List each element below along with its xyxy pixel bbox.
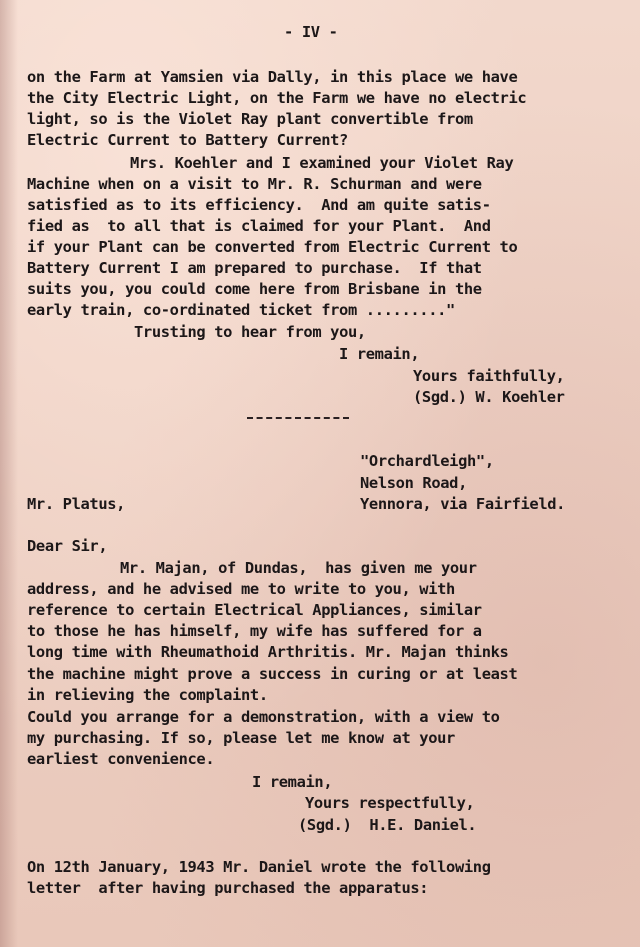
- letter2-address-line: Nelson Road,: [360, 474, 467, 492]
- page-header: - IV -: [284, 23, 338, 41]
- letter1-line: satisfied as to its efficiency. And am quite satis-: [27, 196, 491, 214]
- letter2-line: long time with Rheumathoid Arthritis. Mr. Majan thinks: [27, 643, 509, 661]
- letter1-line: early train, co-ordinated ticket from .........": [27, 301, 455, 319]
- letter1-line: Machine when on a visit to Mr. R. Schurman and were: [27, 175, 482, 193]
- letter1-line: Battery Current I am prepared to purchase. If that: [27, 259, 482, 277]
- narrative-line: On 12th January, 1943 Mr. Daniel wrote the following: [27, 858, 491, 876]
- letter1-line: light, so is the Violet Ray plant convertible from: [27, 110, 473, 128]
- letter2-line: earliest convenience.: [27, 750, 215, 768]
- letter1-valediction: Yours faithfully,: [413, 367, 565, 385]
- letter1-closing: I remain,: [339, 345, 420, 363]
- letter1-line: Electric Current to Battery Current?: [27, 131, 348, 149]
- letter2-closing: I remain,: [252, 773, 333, 791]
- letter2-line: Mr. Majan, of Dundas, has given me your: [120, 559, 477, 577]
- narrative-line: letter after having purchased the apparatus:: [27, 879, 429, 897]
- letter1-signature: (Sgd.) W. Koehler: [413, 388, 565, 406]
- letter2-line: address, and he advised me to write to you, with: [27, 580, 455, 598]
- letter2-line: reference to certain Electrical Appliances, similar: [27, 601, 482, 619]
- letter2-line: to those he has himself, my wife has suffered for a: [27, 622, 482, 640]
- letter2-recipient: Mr. Platus,: [27, 495, 126, 513]
- letter1-line: on the Farm at Yamsien via Dally, in this place we have: [27, 68, 518, 86]
- letter1-line: fied as to all that is claimed for your Plant. And: [27, 217, 491, 235]
- letter2-line: Could you arrange for a demonstration, with a view to: [27, 708, 500, 726]
- letter1-line: the City Electric Light, on the Farm we have no electric: [27, 89, 527, 107]
- letter1-line: Mrs. Koehler and I examined your Violet Ray: [130, 154, 514, 172]
- letter2-valediction: Yours respectfully,: [305, 794, 475, 812]
- letter1-line: suits you, you could come here from Brisbane in the: [27, 280, 482, 298]
- letter2-salutation: Dear Sir,: [27, 537, 108, 555]
- letter2-signature: (Sgd.) H.E. Daniel.: [298, 816, 477, 834]
- section-divider: [247, 417, 349, 419]
- letter1-line: if your Plant can be converted from Electric Current to: [27, 238, 518, 256]
- letter2-address-line: "Orchardleigh",: [360, 452, 494, 470]
- letter2-line: the machine might prove a success in curing or at least: [27, 665, 518, 683]
- letter2-address-line: Yennora, via Fairfield.: [360, 495, 566, 513]
- letter2-line: my purchasing. If so, please let me know at your: [27, 729, 455, 747]
- letter2-line: in relieving the complaint.: [27, 686, 268, 704]
- letter1-line: Trusting to hear from you,: [134, 323, 366, 341]
